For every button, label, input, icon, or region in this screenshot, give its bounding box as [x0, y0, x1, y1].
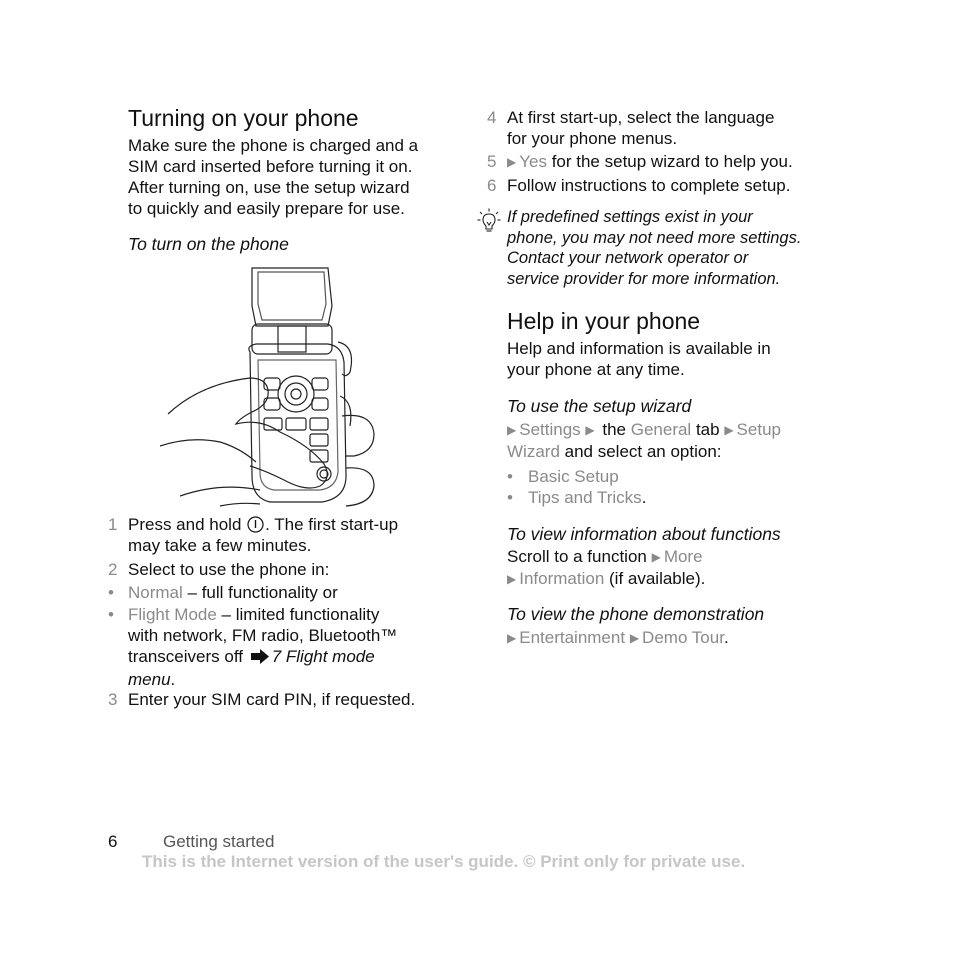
menu-item-demo-tour: Demo Tour [642, 628, 724, 647]
help-line: Help and information is available in [507, 339, 771, 358]
power-key-icon [247, 516, 264, 533]
help-line: your phone at any time. [507, 360, 685, 379]
tip-line: If predefined settings exist in your [507, 208, 753, 226]
intro-line: After turning on, use the setup wizard [128, 178, 410, 197]
tip-line: phone, you may not need more settings. [507, 228, 802, 247]
path-text: Scroll to a function [507, 547, 652, 566]
intro-line: to quickly and easily prepare for use. [128, 199, 405, 218]
subheading-functions: To view information about functions [507, 524, 781, 544]
intro-paragraph [128, 135, 418, 219]
section-heading-help: Help in your phone [507, 308, 701, 334]
step-text: Follow instructions to complete setup. [507, 176, 791, 195]
menu-item-general: General [630, 420, 692, 439]
menu-item-more: More [663, 547, 703, 566]
menu-item-tips-and-tricks: Tips and Tricks [528, 488, 642, 507]
nav-triangle-icon: ▶ [629, 631, 640, 645]
step-number: 2 [108, 560, 118, 579]
step-text: Select to use the phone in: [128, 560, 330, 579]
path-text: and select an option: [559, 442, 722, 461]
copyright-notice: This is the Internet version of the user's guide. © Print only for private use. [142, 852, 746, 871]
bullet-text: – full functionality or [182, 583, 338, 602]
menu-item-wizard: Wizard [507, 442, 560, 461]
step-text: . The first start-up [265, 515, 399, 534]
lightbulb-icon [477, 208, 501, 239]
bullet: • [507, 488, 513, 507]
subheading-turn-on: To turn on the phone [128, 234, 289, 254]
cross-reference-link[interactable]: 7 Flight mode [271, 647, 375, 666]
menu-item-yes: Yes [519, 152, 547, 171]
step-number: 6 [487, 176, 497, 195]
path-text: the [597, 420, 631, 439]
step-1 [108, 514, 458, 556]
bullet-text: – limited functionality [216, 605, 380, 624]
phone-in-hand-illustration [160, 266, 385, 511]
menu-item-normal: Normal [128, 583, 183, 602]
wizard-option-basic-setup [507, 466, 847, 487]
section-heading-turning-on: Turning on your phone [128, 105, 359, 131]
nav-triangle-icon: ▶ [507, 631, 517, 645]
tip-line: service provider for more information. [507, 269, 781, 288]
section-name: Getting started [163, 832, 275, 851]
menu-item-entertainment: Entertainment [519, 628, 626, 647]
tip-note [507, 207, 801, 289]
intro-line: SIM card inserted before turning it on. [128, 157, 413, 176]
menu-item-setup: Setup [736, 420, 781, 439]
path-text: (if available). [604, 569, 706, 588]
demo-path [507, 627, 729, 649]
step-number: 5 [487, 152, 497, 171]
bullet: • [108, 583, 114, 602]
step-4 [487, 107, 847, 149]
intro-line: Make sure the phone is charged and a [128, 136, 419, 155]
step-3 [108, 689, 458, 710]
nav-triangle-icon: ▶ [724, 423, 734, 437]
step-5 [487, 151, 847, 173]
mode-option-flight [108, 604, 458, 690]
path-text: tab [691, 420, 725, 439]
step-text: Enter your SIM card PIN, if requested. [128, 690, 416, 709]
nav-triangle-icon: ▶ [651, 550, 661, 564]
step-2 [108, 559, 458, 580]
bullet-text: transceivers off [128, 647, 243, 666]
bullet: • [507, 467, 513, 486]
menu-item-settings: Settings [519, 420, 581, 439]
setup-wizard-path [507, 419, 847, 462]
subheading-demo: To view the phone demonstration [507, 604, 765, 624]
cross-reference-link[interactable]: menu [128, 670, 171, 689]
punctuation: . [723, 628, 729, 647]
step-number: 1 [108, 515, 118, 534]
punctuation: . [170, 670, 176, 689]
menu-item-flight-mode: Flight Mode [128, 605, 217, 624]
mode-option-normal [108, 582, 458, 603]
bullet-text: with network, FM radio, Bluetooth™ [128, 626, 398, 645]
nav-triangle-icon: ▶ [585, 423, 595, 437]
step-text: for your phone menus. [507, 129, 678, 148]
menu-item-information: Information [519, 569, 605, 588]
step-text: At first start-up, select the language [507, 108, 775, 127]
nav-triangle-icon: ▶ [507, 155, 517, 169]
tip-line: Contact your network operator or [507, 249, 749, 267]
step-6 [487, 175, 847, 196]
nav-triangle-icon: ▶ [507, 572, 517, 586]
nav-triangle-icon: ▶ [507, 423, 517, 437]
wizard-option-tips [507, 487, 847, 508]
functions-path [507, 546, 705, 590]
step-number: 4 [487, 108, 497, 127]
menu-item-basic-setup: Basic Setup [528, 467, 619, 486]
help-paragraph [507, 338, 771, 380]
page-number: 6 [108, 832, 118, 851]
reference-arrow-icon [250, 648, 270, 669]
step-text: for the setup wizard to help you. [546, 152, 793, 171]
step-number: 3 [108, 690, 118, 709]
step-text: Press and hold [128, 515, 242, 534]
bullet: • [108, 605, 114, 624]
step-text: may take a few minutes. [128, 536, 312, 555]
punctuation: . [641, 488, 647, 507]
subheading-setup-wizard: To use the setup wizard [507, 396, 692, 416]
